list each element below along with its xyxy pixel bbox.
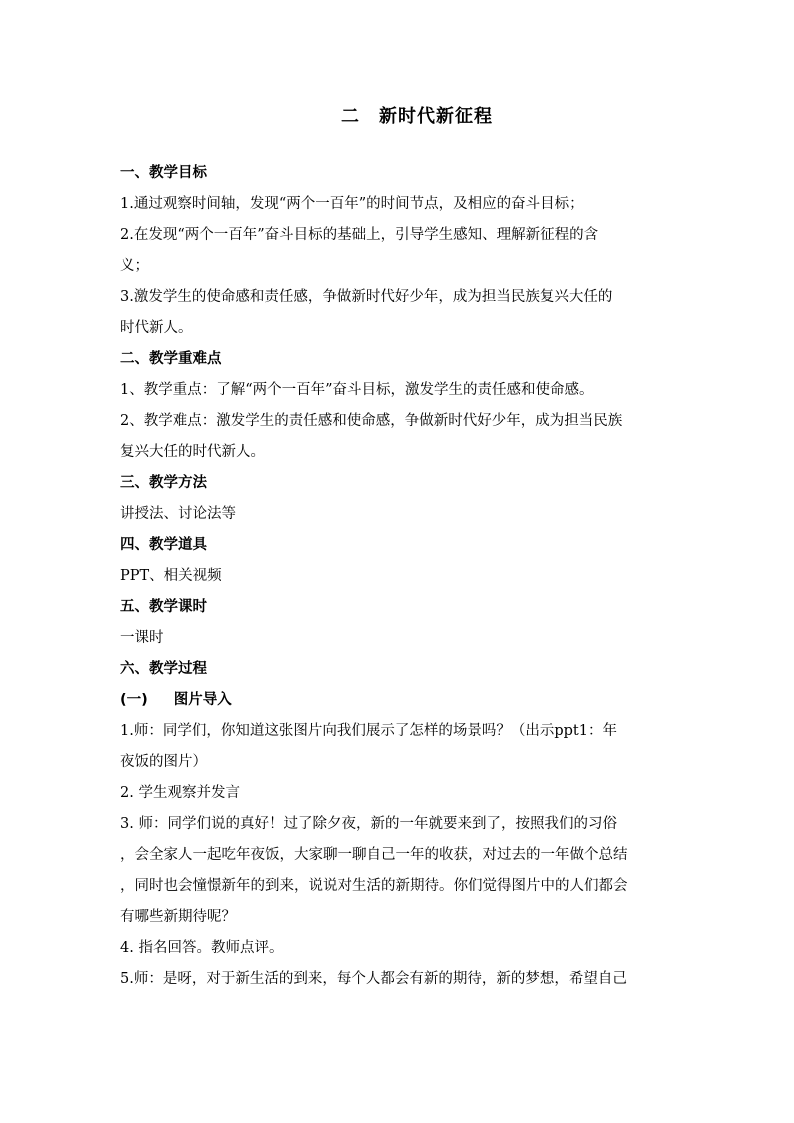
paragraph-line: ，会全家人一起吃年夜饭，大家聊一聊自己一年的收获，对过去的一年做个总结 <box>120 847 628 863</box>
paragraph-line: 时代新人。 <box>120 320 193 336</box>
paragraph-line: 有哪些新期待呢？ <box>120 909 236 925</box>
paragraph-line: 夜饭的图片） <box>120 754 207 770</box>
paragraph-line: 2、教学难点：激发学生的责任感和使命感，争做新时代好少年，成为担当民族 <box>120 413 623 429</box>
section-teaching-methods <box>120 468 674 530</box>
paragraph-line: 1.师：同学们，你知道这张图片向我们展示了怎样的场景吗？（出示ppt1：年 <box>120 723 617 739</box>
section-key-difficult-points <box>120 344 674 468</box>
section-teaching-objectives <box>120 158 674 344</box>
section-heading: 三、教学方法 <box>120 475 207 491</box>
paragraph-line: 3.激发学生的使命感和责任感，争做新时代好少年，成为担当民族复兴大任的 <box>120 289 613 305</box>
paragraph-line: 1.通过观察时间轴，发现“两个一百年”的时间节点，及相应的奋斗目标； <box>120 196 584 212</box>
subsection-heading <box>120 685 674 716</box>
section-teaching-props <box>120 530 674 592</box>
document-title: 二 新时代新征程 <box>341 106 493 127</box>
paragraph-line: 5.师：是呀，对于新生活的到来，每个人都会有新的期待，新的梦想，希望自己 <box>120 971 627 987</box>
paragraph-line: 2.在发现“两个一百年”奋斗目标的基础上，引导学生感知、理解新征程的含 <box>120 227 599 243</box>
paragraph-line: 一课时 <box>120 630 164 646</box>
paragraph-line: 4. 指名回答。教师点评。 <box>120 940 284 956</box>
section-heading: 四、教学道具 <box>120 537 207 553</box>
paragraph-line: 讲授法、讨论法等 <box>120 506 236 522</box>
paragraph-line: 2. 学生观察并发言 <box>120 785 240 801</box>
paragraph-line: 3. 师：同学们说的真好！过了除夕夜，新的一年就要来到了，按照我们的习俗 <box>120 816 617 832</box>
paragraph-line: 1、教学重点：了解“两个一百年”奋斗目标，激发学生的责任感和使命感。 <box>120 382 594 398</box>
paragraph-line: 复兴大任的时代新人。 <box>120 444 265 460</box>
subsection-label: (一) <box>120 692 148 708</box>
paragraph-line: 义； <box>120 258 149 274</box>
section-heading: 六、教学过程 <box>120 661 207 677</box>
section-heading: 一、教学目标 <box>120 165 207 181</box>
subsection-title: 图片导入 <box>173 692 232 708</box>
section-heading: 二、教学重难点 <box>120 351 222 367</box>
section-teaching-process <box>120 654 674 995</box>
paragraph-line: PPT、相关视频 <box>120 568 222 584</box>
section-class-hours <box>120 592 674 654</box>
section-heading: 五、教学课时 <box>120 599 207 615</box>
paragraph-line: ，同时也会憧憬新年的到来，说说对生活的新期待。你们觉得图片中的人们都会 <box>120 878 628 894</box>
